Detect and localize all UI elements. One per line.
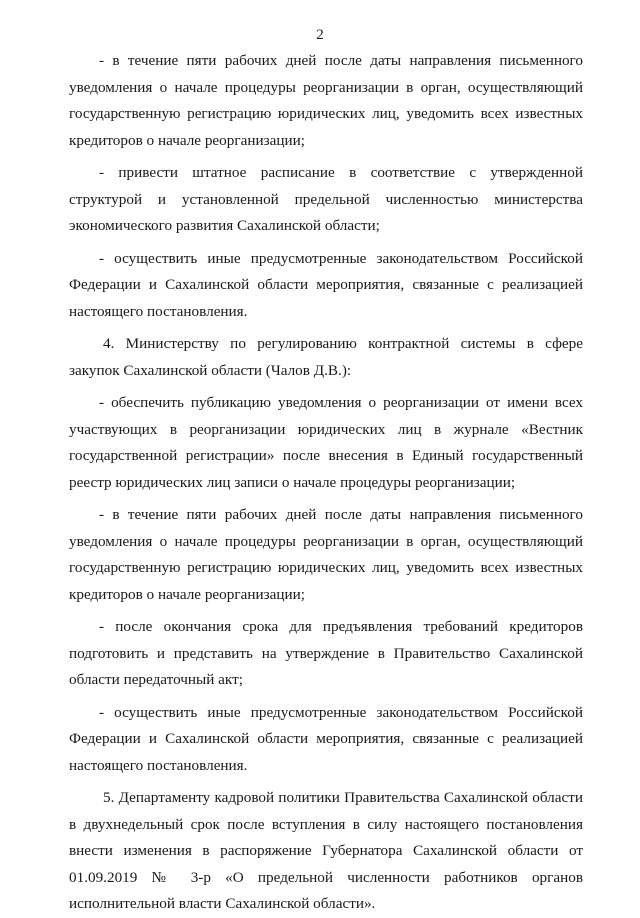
paragraph-staff-schedule: - привести штатное расписание в соответствие с утвержденной структурой и установленной предельной численностью министерства экономического развития Сахалинской области; xyxy=(69,164,583,234)
paragraph-notify-creditors: - в течение пяти рабочих дней после даты направления письменного уведомления о начале процедуры реорганизации в орган, осуществляющий государственную регистрацию юридических лиц, уведомить всех известных кредиторов о начале реорганизации; xyxy=(69,52,583,149)
paragraph-other-measures: - осуществить иные предусмотренные законодательством Российской Федерации и Сахалинской области мероприятия, связанные с реализацией настоящего постановления. xyxy=(69,249,583,320)
paragraph-other-measures-2: - осуществить иные предусмотренные законодательством Российской Федерации и Сахалинской области мероприятия, связанные с реализацией настоящего постановления. xyxy=(69,703,583,774)
page-number: 2 xyxy=(316,27,324,43)
paragraph-point-5: 5. Департаменту кадровой политики Правительства Сахалинской области в двухнедельный срок после вступления в силу настоящего постановления внести изменения в распоряжение Губернатора Сахалинской области от 01.09.2019 № 3-р «О предельной численности работников органов исполнительной власти Сахалинской области». xyxy=(69,789,583,912)
paragraph-point-4: 4. Министерству по регулированию контрактной системы в сфере закупок Сахалинской области (Чалов Д.В.): xyxy=(69,335,583,379)
paragraph-transfer-act: - после окончания срока для предъявления требований кредиторов подготовить и представить на утверждение в Правительство Сахалинской области передаточный акт; xyxy=(69,618,583,688)
paragraph-notify-creditors-2: - в течение пяти рабочих дней после даты направления письменного уведомления о начале процедуры реорганизации в орган, осуществляющий государственную регистрацию юридических лиц, уведомить всех известных кредиторов о начале реорганизации; xyxy=(69,506,583,603)
paragraph-publication: - обеспечить публикацию уведомления о реорганизации от имени всех участвующих в реорганизации юридических лиц в журнале «Вестник государственной регистрации» после внесения в Единый государственный реестр юридических лиц записи о начале процедуры реорганизации; xyxy=(69,394,583,491)
document-body xyxy=(69,48,583,918)
